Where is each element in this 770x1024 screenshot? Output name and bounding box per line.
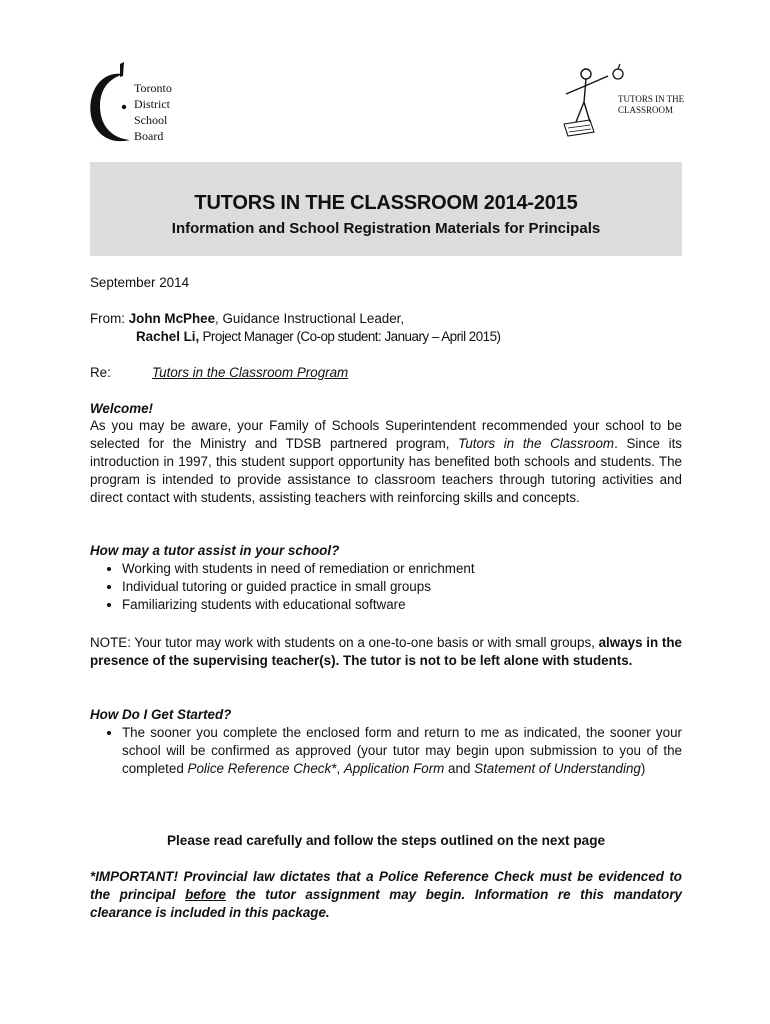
re-value-wrap [152,364,682,382]
document-title: TUTORS IN THE CLASSROOM 2014-2015 [194,192,578,214]
from-role-1: , Guidance Instructional Leader, [215,311,405,326]
read-carefully-note: Please read carefully and follow the steps outlined on the next page [166,833,606,848]
list-item [122,724,682,778]
started-list-wrap [90,724,682,778]
welcome-program-name: Tutors in the Classroom [458,436,615,451]
application-form-ref: Application Form [343,761,445,776]
list-item: • Working with students in need of remediation or enrichment [122,560,682,578]
welcome-paragraph [90,417,682,507]
re-label: Re: [90,365,111,380]
tdsb-logo [86,60,196,150]
assist-list [90,560,682,614]
welcome-text-1: As you may be aware, your Family of Schools Superintendent recommended your school to be selected for the Ministry and TDSB partnered program, [90,418,682,451]
memo-from [90,310,682,328]
re-value: Tutors in the Classroom Program [152,365,349,380]
started-sep-1: , [336,761,344,776]
important-paragraph [90,868,682,922]
important-text-1: *IMPORTANT! Provincial law dictates that a Police Reference Check must be evidenced to the principal [90,869,682,902]
note-bold-text: always in the presence of the supervising teacher(s). The tutor is not to be left alone with students. [90,635,682,668]
from-role-2: Project Manager (Co-op student: January – April 2015) [199,329,501,344]
assist-list-wrap [90,560,682,614]
started-text-1: The sooner you complete the enclosed form and return to me as indicated, the sooner your school will be confirmed as approved (your tutor may begin upon submission to you of the completed [122,725,682,776]
list-item: • Individual tutoring or guided practice in small groups [122,578,682,596]
from-name-2: Rachel Li, [136,329,200,344]
tutors-classroom-logo-text: TUTORS IN THE CLASSROOM [618,94,685,115]
tdsb-logo-text: Toronto District School Board [134,81,172,143]
started-end: ) [640,761,646,776]
tdsb-c-mark-icon [86,60,136,150]
started-heading: How Do I Get Started? [90,707,232,722]
assist-heading: How may a tutor assist in your school? [90,543,340,558]
started-sep-2: and [444,761,475,776]
document-subtitle: Information and School Registration Materials for Principals [171,220,601,237]
list-item: • Familiarizing students with educational software [122,596,682,614]
welcome-text-2: . Since its introduction in 1997, this student support opportunity has benefited both schools and students. The program is intended to provide assistance to classroom teachers through tutoring activities and direct contact with students, assisting teachers with reinforcing skills and concepts. [90,436,682,505]
from-label: From: [90,311,125,326]
police-check-ref: Police Reference Check* [187,761,337,776]
tutors-classroom-logo [560,62,700,142]
title-band [90,162,682,256]
started-list [90,724,682,778]
memo-date: September 2014 [90,275,190,290]
from-name-1: John McPhee [128,311,216,326]
important-before: before [185,887,226,902]
welcome-heading: Welcome! [90,401,154,416]
note-text: NOTE: Your tutor may work with students on a one-to-one basis or with small groups, [90,635,599,650]
note-paragraph [90,634,682,670]
statement-understanding-ref: Statement of Understanding [474,761,641,776]
memo-from-2 [136,328,682,346]
important-text-2: the tutor assignment may begin. Information re this mandatory clearance is included in this package. [90,887,682,920]
